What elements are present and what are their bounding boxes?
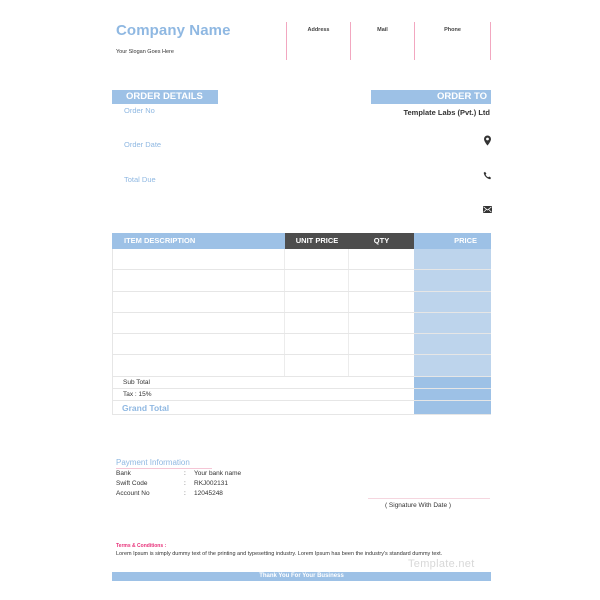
- payment-key: Account No: [116, 490, 150, 497]
- item-description-cell[interactable]: [112, 249, 285, 269]
- payment-row-bank: [116, 470, 241, 477]
- item-description-cell[interactable]: [112, 355, 285, 375]
- unit-price-cell[interactable]: [285, 292, 349, 312]
- tax-value[interactable]: [414, 389, 491, 400]
- column-qty: QTY: [349, 233, 414, 249]
- qty-cell[interactable]: [349, 249, 414, 269]
- tax-row: [112, 389, 491, 401]
- unit-price-cell[interactable]: [285, 313, 349, 333]
- terms-heading: Terms & Conditions :: [116, 543, 167, 549]
- location-pin-icon: [483, 133, 492, 143]
- sub-total-label: Sub Total: [112, 377, 414, 388]
- grand-total-row: [112, 401, 491, 415]
- watermark: Template.net: [408, 558, 475, 570]
- item-description-cell[interactable]: [112, 270, 285, 290]
- price-cell[interactable]: [414, 249, 491, 269]
- payment-value: RKJ002131: [194, 480, 228, 487]
- unit-price-cell[interactable]: [285, 334, 349, 354]
- order-to-company: Template Labs (Pvt.) Ltd: [403, 108, 490, 117]
- contact-address-column: Address: [286, 22, 350, 60]
- payment-separator: :: [184, 480, 186, 487]
- table-header: [112, 233, 491, 249]
- column-unit-price: UNIT PRICE: [285, 233, 349, 249]
- order-no-label: Order No: [124, 106, 155, 115]
- qty-cell[interactable]: [349, 355, 414, 375]
- grand-total-value[interactable]: [414, 401, 491, 414]
- table-row: [112, 292, 491, 313]
- contact-mail-column: Mail: [350, 22, 414, 60]
- price-cell[interactable]: [414, 334, 491, 354]
- item-description-cell[interactable]: [112, 292, 285, 312]
- qty-cell[interactable]: [349, 313, 414, 333]
- tax-label: Tax : 15%: [112, 389, 414, 400]
- table-row: [112, 313, 491, 334]
- payment-separator: :: [184, 490, 186, 497]
- unit-price-cell[interactable]: [285, 249, 349, 269]
- contact-phone-column: Phone: [414, 22, 490, 60]
- item-description-cell[interactable]: [112, 313, 285, 333]
- price-cell[interactable]: [414, 292, 491, 312]
- payment-value: Your bank name: [194, 470, 242, 477]
- order-to-heading: ORDER TO: [371, 90, 491, 104]
- qty-cell[interactable]: [349, 292, 414, 312]
- signature-label: ( Signature With Date ): [384, 502, 452, 509]
- unit-price-cell[interactable]: [285, 355, 349, 375]
- table-row: [112, 270, 491, 291]
- column-price: PRICE: [414, 233, 491, 249]
- qty-cell[interactable]: [349, 334, 414, 354]
- price-cell[interactable]: [414, 270, 491, 290]
- price-cell[interactable]: [414, 313, 491, 333]
- order-details-heading: ORDER DETAILS: [112, 90, 218, 104]
- item-description-cell[interactable]: [112, 334, 285, 354]
- column-item-description: ITEM DESCRIPTION: [112, 233, 285, 249]
- grand-total-label: Grand Total: [112, 401, 414, 414]
- company-slogan: Your Slogan Goes Here: [116, 49, 174, 55]
- payment-key: Bank: [116, 470, 131, 477]
- items-table: [112, 233, 491, 415]
- signature-line: [368, 498, 490, 499]
- contact-divider: [490, 22, 491, 60]
- company-name: Company Name: [116, 22, 231, 39]
- payment-info-heading: Payment Information: [116, 458, 212, 469]
- payment-value: 12045248: [194, 490, 223, 497]
- payment-key: Swift Code: [116, 480, 148, 487]
- terms-body: Lorem Ipsum is simply dummy text of the printing and typesetting industry. Lorem Ipsum has been the industry's standard dummy text.: [116, 551, 443, 557]
- table-row: [112, 355, 491, 376]
- table-row: [112, 334, 491, 355]
- qty-cell[interactable]: [349, 270, 414, 290]
- mail-icon: [483, 200, 492, 210]
- order-date-label: Order Date: [124, 140, 162, 149]
- price-cell[interactable]: [414, 355, 491, 375]
- sub-total-row: [112, 377, 491, 389]
- footer-thank-you: Thank You For Your Business: [112, 572, 491, 581]
- sub-total-value[interactable]: [414, 377, 491, 388]
- table-row: [112, 249, 491, 270]
- unit-price-cell[interactable]: [285, 270, 349, 290]
- payment-separator: :: [184, 470, 186, 477]
- payment-row-swift: [116, 480, 228, 487]
- total-due-label: Total Due: [124, 175, 156, 184]
- phone-icon: [483, 167, 492, 177]
- payment-row-account: [116, 490, 223, 497]
